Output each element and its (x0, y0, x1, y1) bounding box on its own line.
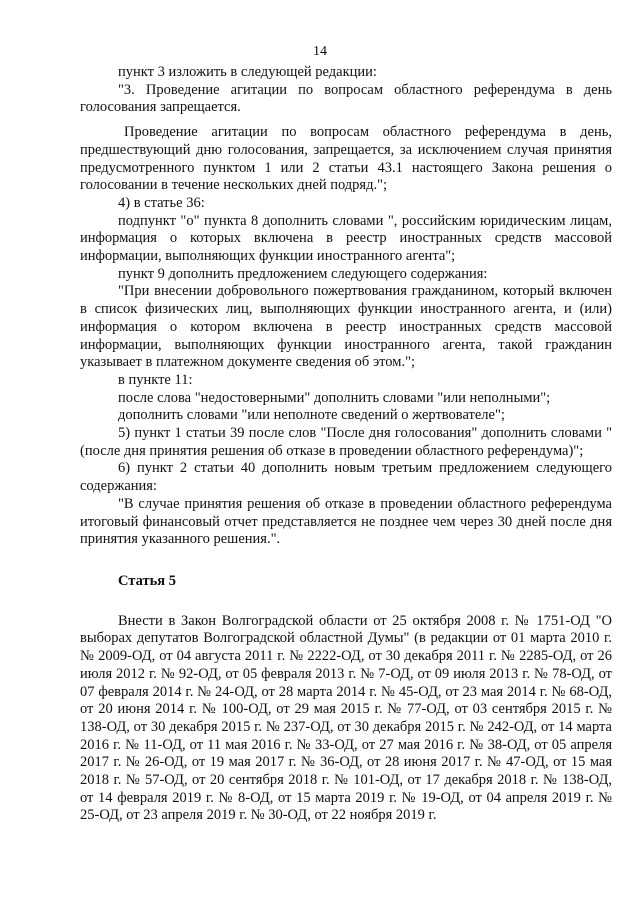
paragraph-5: подпункт "о" пункта 8 дополнить словами ", российским юридическим лицам, информация о которых включена в реестр иностранных средств массовой информации, выполняющих функции иностранного агента"; (80, 212, 612, 265)
paragraph-7: "При внесении добровольного пожертвования гражданином, который включен в список физических лиц, выполняющих функции иностранного агента, и (или) информация о котором включена в реестр иностранных средств массовой информации, выполняющих функции иностранного агента, такой гражданин указывает в платежном документе сведения об этом."; (80, 283, 612, 371)
paragraph-1: пункт 3 изложить в следующей редакции: (118, 64, 377, 80)
paragraph-10: дополнить словами "или неполноте сведений о жертвователе"; (118, 407, 505, 424)
page-number: 14 (313, 44, 327, 59)
paragraph-12: 6) пункт 2 статьи 40 дополнить новым третьим предложением следующего содержания: (80, 460, 612, 495)
paragraph-3: Проведение агитации по вопросам областного референдума в день, предшествующий дню голосования, запрещается, за исключением случая принятия предусмотренного пунктом 1 или 2 статьи 43.1 настоящего Закона решения о голосовании в течение нескольких дней подряд."; (80, 124, 612, 194)
paragraph-9: после слова "недостоверными" дополнить словами "или неполными"; (118, 389, 551, 406)
paragraph-8: в пункте 11: (118, 371, 193, 388)
paragraph-14: Внести в Закон Волгоградской области от 25 октября 2008 г. № 1751-ОД "О выборах депутатов Волгоградской областной Думы" (в редакции от 01 марта 2010 г. № 2009-ОД, от 04 августа 2011 г. № 2222-ОД, от 30 декабря 2011 г. № 2285-ОД, от 26 июля 2012 г. № 92-ОД, от 05 февраля 2013 г. № 7-ОД, от 09 июля 2013 г. № 78-ОД, от 07 февраля 2014 г. № 24-ОД, от 28 марта 2014 г. № 45-ОД, от 23 мая 2014 г. № 68-ОД, от 20 июня 2014 г. № 100-ОД, от 29 мая 2015 г. № 77-ОД, от 03 сентября 2015 г. № 138-ОД, от 30 декабря 2015 г. № 237-ОД, от 30 декабря 2015 г. № 242-ОД, от 14 марта 2016 г. № 11-ОД, от 11 мая 2016 г. № 33-ОД, от 27 мая 2016 г. № 38-ОД, от 05 апреля 2017 г. № 26-ОД, от 19 мая 2017 г. № 36-ОД, от 28 июня 2017 г. № 47-ОД, от 15 мая 2018 г. № 57-ОД, от 20 сентября 2018 г. № 101-ОД, от 17 декабря 2018 г. № 138-ОД, от 14 февраля 2019 г. № 8-ОД, от 15 марта 2019 г. № 19-ОД, от 04 апреля 2019 г. № 25-ОД, от 23 апреля 2019 г. № 30-ОД, от 22 ноября 2019 г. (80, 612, 612, 824)
paragraph-6: пункт 9 дополнить предложением следующего содержания: (118, 265, 488, 282)
paragraph-13: "В случае принятия решения об отказе в проведении областного референдума итоговый финансовый отчет представляется не позднее чем через 30 дней после дня принятия указанного решения.". (80, 495, 612, 548)
paragraph-4: 4) в статье 36: (118, 194, 205, 211)
article-heading: Статья 5 (118, 572, 176, 589)
paragraph-2: "3. Проведение агитации по вопросам областного референдума в день голосования запрещается. (80, 81, 612, 116)
paragraph-11: 5) пункт 1 статьи 39 после слов "После дня голосования" дополнить словами "(после дня принятия решения об отказе в проведении областного референдума)"; (80, 425, 612, 459)
document-body (80, 64, 612, 825)
